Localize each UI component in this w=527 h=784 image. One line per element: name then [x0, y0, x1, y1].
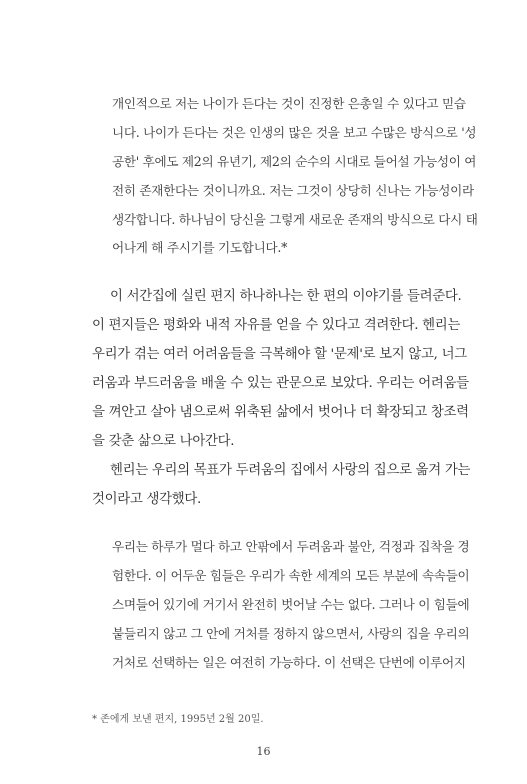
quote-line: 공한' 후에도 제2의 유년기, 제2의 순수의 시대로 들어설 가능성이 여	[112, 154, 477, 169]
body-line: 우리가 겪는 여러 어려움들을 극복해야 할 '문제'로 보지 않고, 너그	[92, 347, 467, 362]
quote-line: 험한다. 이 어두운 힘들은 우리가 속한 세계의 모든 부분에 속속들이	[112, 568, 470, 583]
body-line: 을 껴안고 살아 냄으로써 위축된 삶에서 벗어나 더 확장되고 창조력	[92, 405, 469, 420]
body-line: 러움과 부드러움을 배울 수 있는 관문으로 보았다. 우리는 어려움들	[92, 376, 469, 391]
page-number: 16	[256, 745, 271, 758]
quote-line: 붙들리지 않고 그 안에 거처를 정하지 않으면서, 사랑의 집을 우리의	[112, 626, 470, 641]
quote-line: 전히 존재한다는 것이니까요. 저는 그것이 상당히 신나는 가능성이라	[112, 183, 474, 198]
body-line: 을 갖춘 삶으로 나아간다.	[92, 434, 235, 449]
quote-line: 우리는 하루가 멀다 하고 안팎에서 두려움과 불안, 걱정과 집착을 경	[112, 539, 470, 554]
quote-line: 생각합니다. 하나님이 당신을 그렇게 새로운 존재의 방식으로 다시 태	[112, 212, 478, 227]
quote-line: 스며들어 있기에 거기서 완전히 벗어날 수는 없다. 그러나 이 힘들에	[112, 597, 470, 612]
body-line: 이 편지들은 평화와 내적 자유를 얻을 수 있다고 격려한다. 헨리는	[92, 318, 461, 333]
quote-line: 니다. 나이가 든다는 것은 인생의 많은 것을 보고 수많은 방식으로 '성	[112, 125, 477, 140]
body-line: 헨리는 우리의 목표가 두려움의 집에서 사랑의 집으로 옮겨 가는	[110, 463, 471, 478]
body-line: 이 서간집에 실린 편지 하나하나는 한 편의 이야기를 들려준다.	[110, 289, 462, 304]
body-line: 것이라고 생각했다.	[92, 492, 201, 507]
quote-line: 거처로 선택하는 일은 여전히 가능하다. 이 선택은 단번에 이루어지	[112, 655, 466, 670]
quote-line: 어나게 해 주시기를 기도합니다.*	[112, 240, 288, 255]
footnote: * 존에게 보낸 편지, 1995년 2월 20일.	[92, 714, 264, 725]
quote-line: 개인적으로 저는 나이가 든다는 것이 진정한 은총일 수 있다고 믿습	[112, 96, 466, 111]
